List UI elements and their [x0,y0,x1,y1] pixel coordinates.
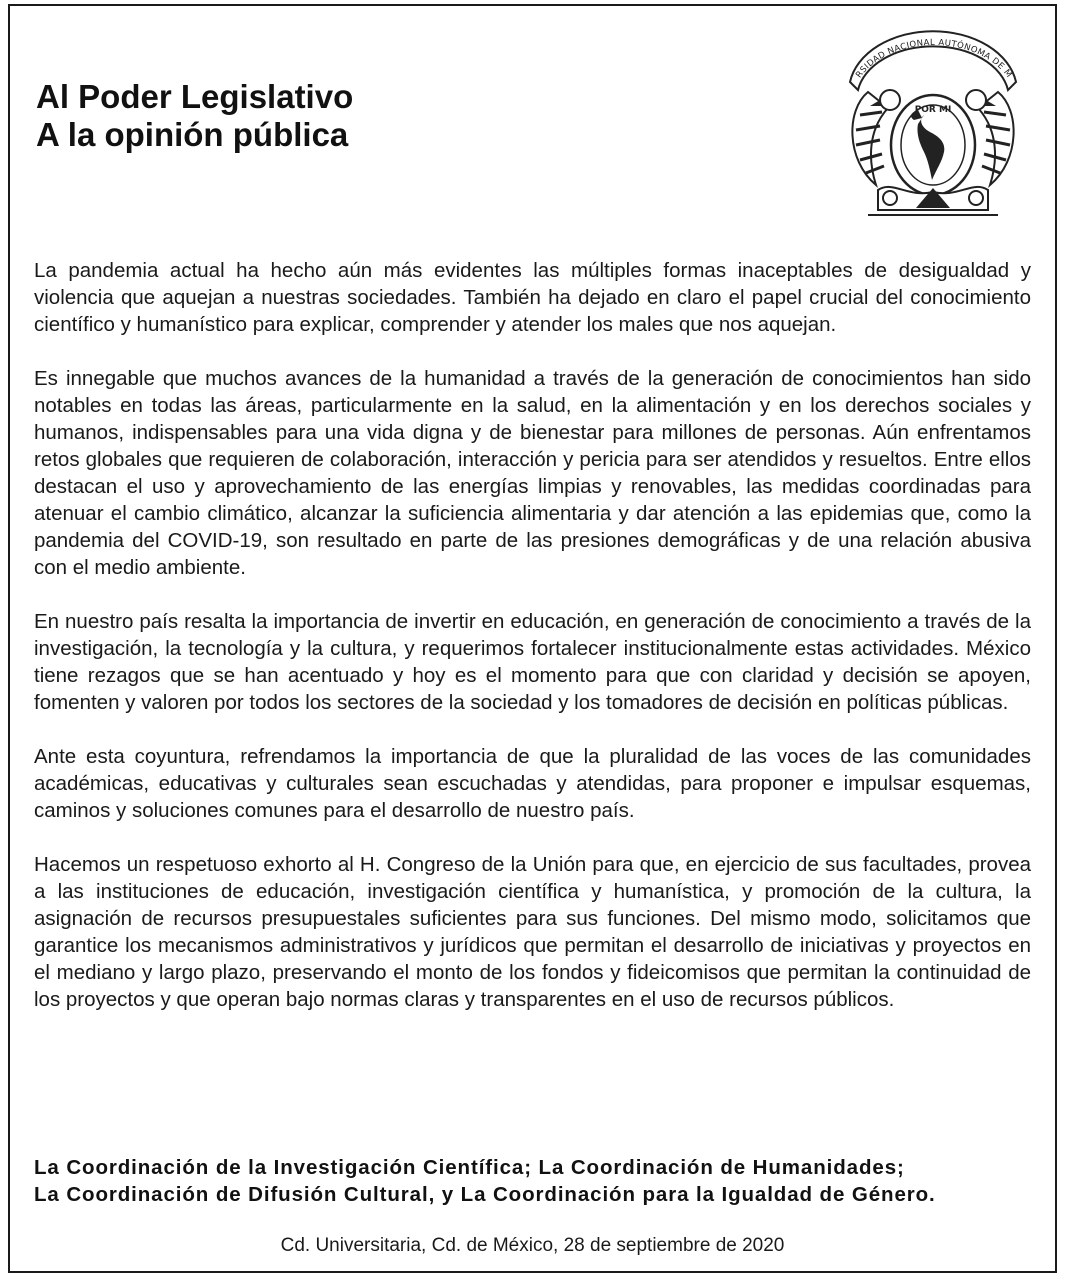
signatories-line-1: La Coordinación de la Investigación Científica; La Coordinación de Humanidades; [34,1156,905,1179]
svg-text:POR MI: POR MI [914,105,952,115]
title-line-1: Al Poder Legislativo [36,78,354,115]
signatories-line-2: La Coordinación de Difusión Cultural, y La Coordinación para la Igualdad de Género. [34,1183,936,1206]
letter-body [34,257,1031,1040]
paragraph-5: Hacemos un respetuoso exhorto al H. Congreso de la Unión para que, en ejercicio de sus facultades, provea a las instituciones de educación, investigación científica y humanística, y promoción de la cultura, la asignación de recursos presupuestales suficientes para sus funciones. Del mismo modo, solicitamos que garantice los mecanismos administrativos y jurídicos que permitan el desarrollo de iniciativas y proyectos en el mediano y largo plazo, preservando el monto de los fondos y fideicomisos que permitan la continuidad de los proyectos y que operan bajo normas claras y transparentes en el uso de recursos públicos. [34,853,1031,1011]
paragraph-1: La pandemia actual ha hecho aún más evidentes las múltiples formas inaceptables de desigualdad y violencia que aquejan a nuestras sociedades. También ha dejado en claro el papel crucial del conocimiento científico y humanístico para explicar, comprender y atender los males que nos aquejan. [34,259,1031,336]
page-title [36,78,353,154]
svg-text:UNIVERSIDAD NACIONAL AUTÓNOMA: RSIDAD NACIONAL AUTÓNOMA DE M [854,37,1014,81]
paragraph-2: Es innegable que muchos avances de la humanidad a través de la generación de conocimientos han sido notables en todas las áreas, particularmente en la salud, en la alimentación y en los derechos sociales y humanos, indispensables para una vida digna y de bienestar para millones de personas. Aún enfrentamos retos globales que requieren de colaboración, interacción y pericia para ser atendidos y resueltos. Entre ellos destacan el uso y aprovechamiento de las energías limpias y renovables, las medidas coordinadas para atenuar el cambio climático, alcanzar la suficiencia alimentaria y dar atención a las epidemias que, como la pandemia del COVID-19, son resultado en parte de las presiones demográficas y de una relación abusiva con el medio ambiente. [34,367,1031,579]
dateline: Cd. Universitaria, Cd. de México, 28 de septiembre de 2020 [280,1235,785,1256]
title-line-2: A la opinión pública [36,116,349,153]
paragraph-3: En nuestro país resalta la importancia de invertir en educación, en generación de conocimiento a través de la investigación, la tecnología y la cultura, y requerimos fortalecer institucionalmente estas actividades. México tiene rezagos que se han acentuado y hoy es el momento para que con claridad y decisión se apoyen, fomenten y valoren por todos los sectores de la sociedad y los tomadores de decisión en políticas públicas. [34,610,1031,714]
signatories [34,1154,1031,1208]
unam-seal-icon [838,20,1028,225]
paragraph-4: Ante esta coyuntura, refrendamos la importancia de que la pluralidad de las voces de las comunidades académicas, educativas y culturales sean escuchadas y atendidas, para proponer e impulsar esquemas, caminos y soluciones comunes para el desarrollo de nuestro país. [34,745,1031,822]
